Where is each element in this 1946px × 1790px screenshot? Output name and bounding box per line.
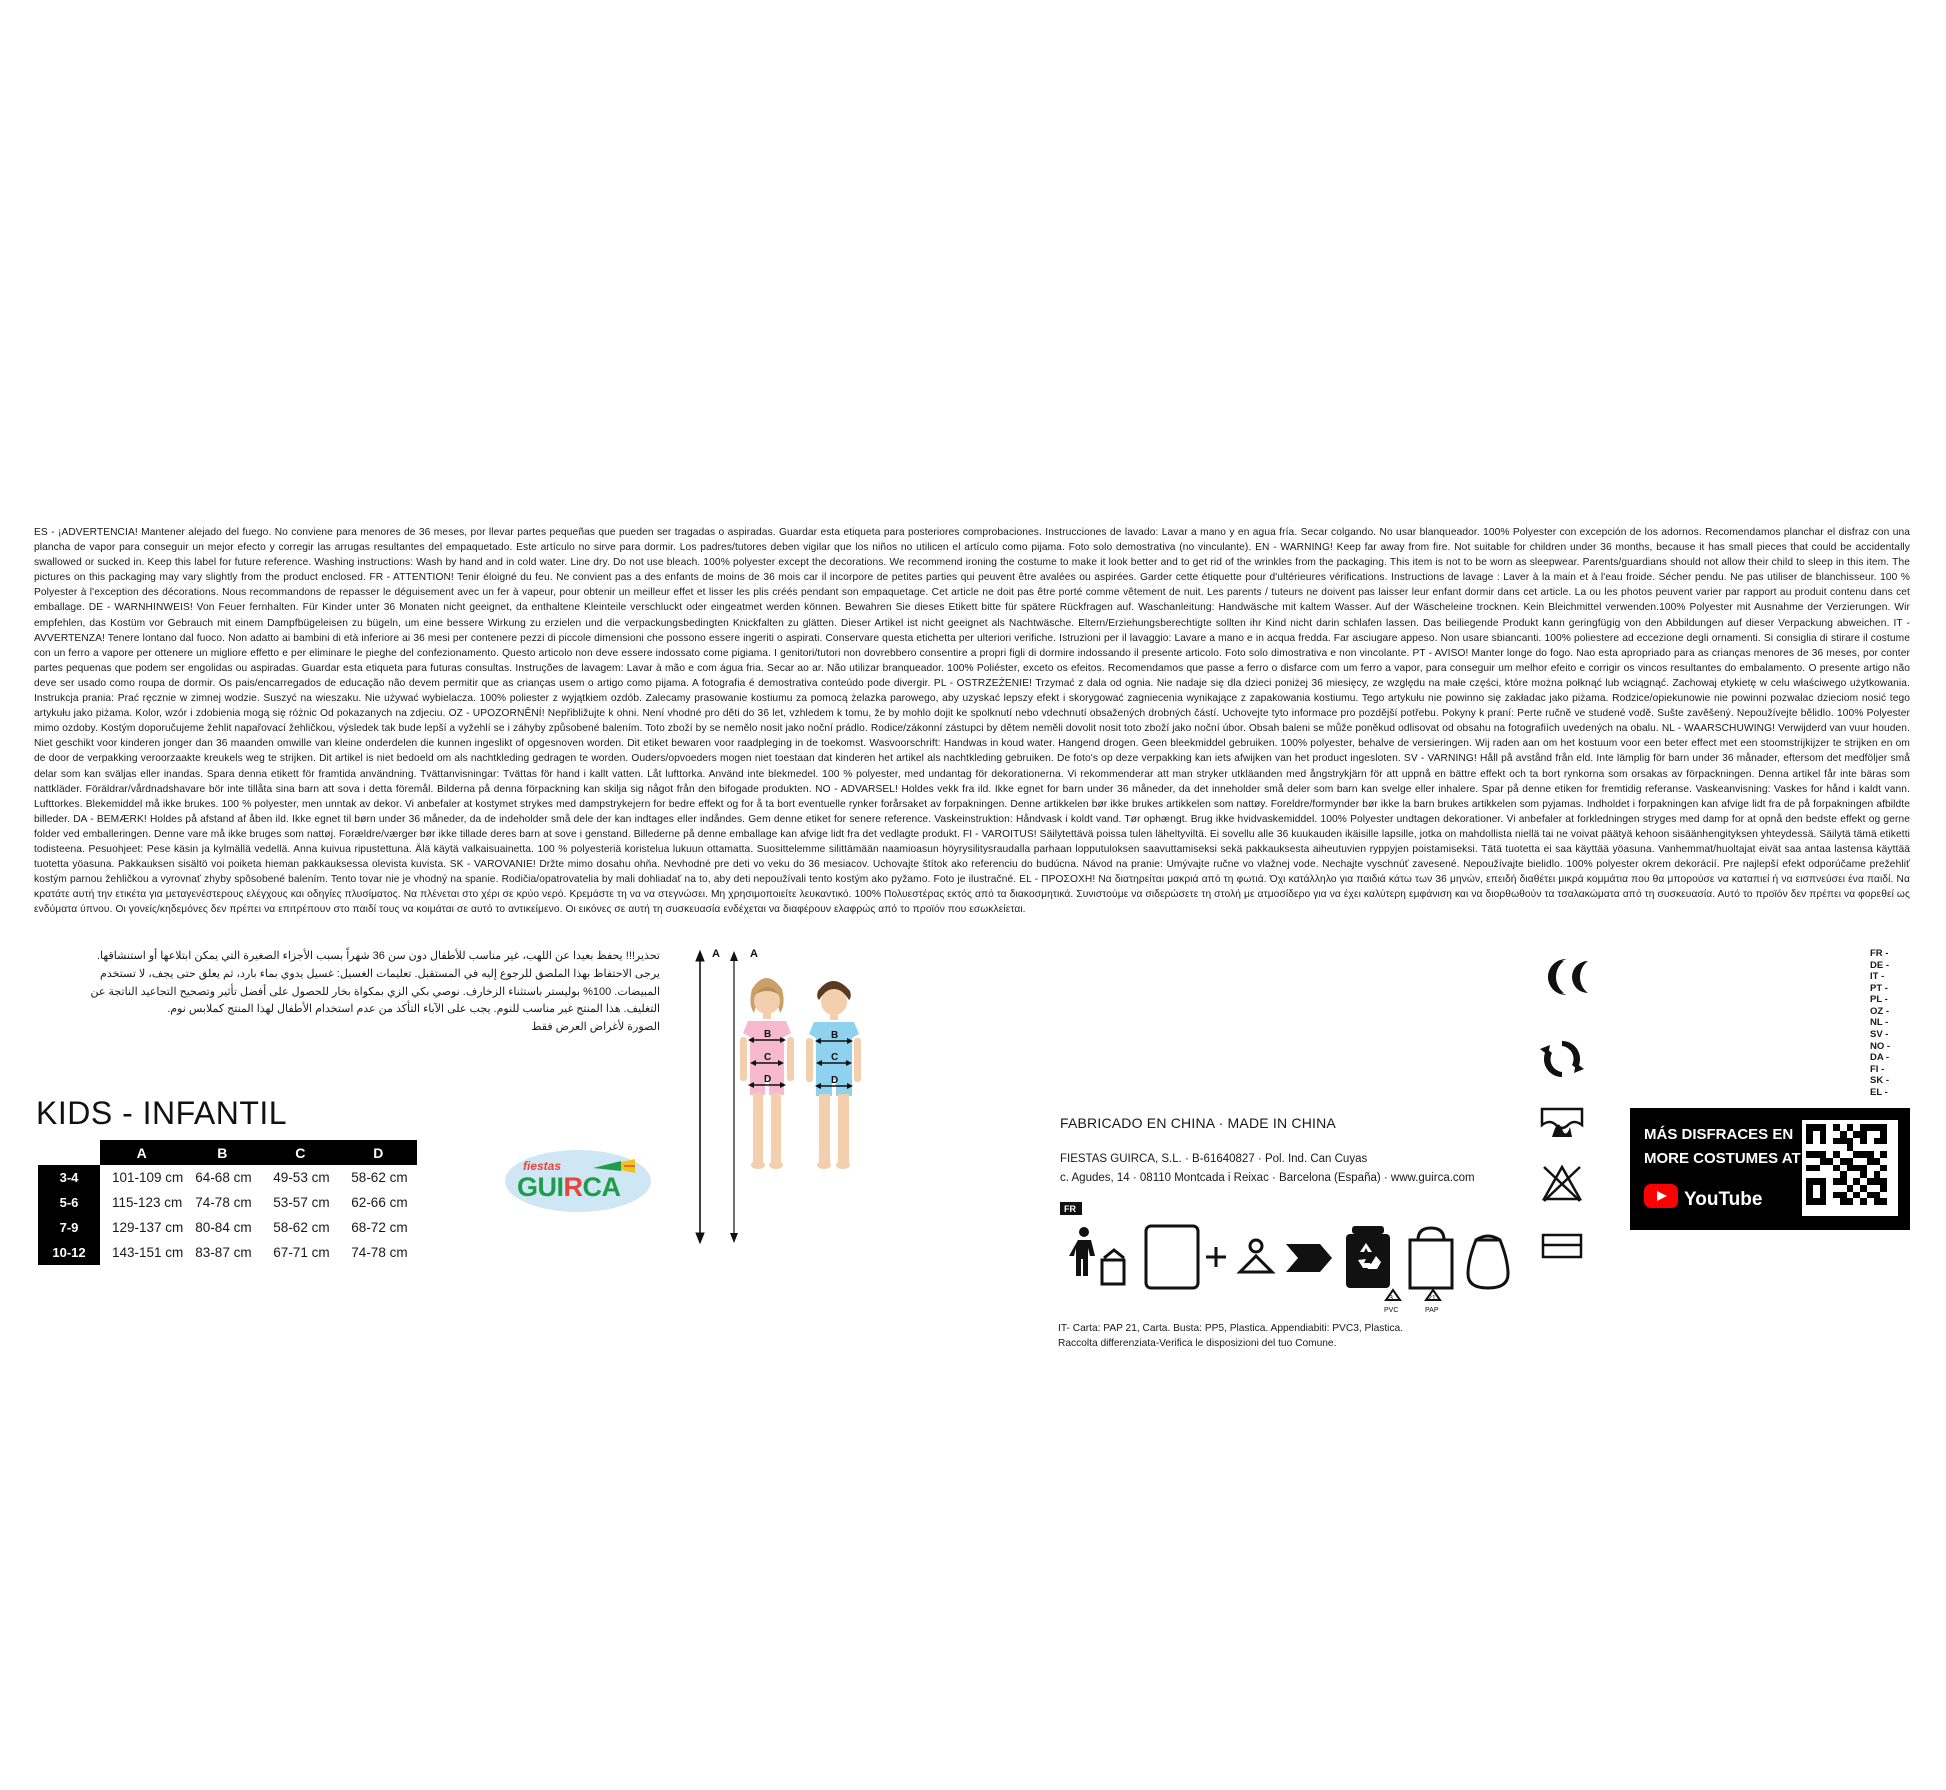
- ce-mark: [1540, 955, 1604, 999]
- table-row: [38, 1190, 417, 1215]
- size-value-c: 67-71 cm: [273, 1245, 330, 1260]
- size-chart-title: KIDS - INFANTIL: [36, 1095, 288, 1131]
- size-value-d: 58-62 cm: [351, 1170, 408, 1185]
- hand-wash-icon: [1538, 1097, 1586, 1145]
- language-code: PT -: [1870, 982, 1888, 994]
- warning-paragraph: ES - ¡ADVERTENCIA! Mantener alejado del fuego. No conviene para menores de 36 meses, por llevar partes pequeñas que pueden ser tragadas o aspiradas. Guardar esta etiqueta para posteriores comprobaciones. Instrucciones de lavado: Lavar a mano y en agua fría. Secar colgando. No usar blanqueador. 100% Polyester con excepción de los adornos. Recomendamos planchar el disfraz con una plancha de vapor para conseguir un mejor efecto y corregir las arrugas resultantes del empaquetado. Este artículo no sirve para dormir. Los padres/tutores deben vigilar que los niños no utilicen el artículo como pijama. Foto solo demostrativa (no vinculante). EN - WARNING! Keep far away from fire. Not suitable for children under 36 months, because it has small pieces that could be accidentally swallowed or sucked in. Keep this label for future reference. Washing instructions: Wash by hand and in cold water. Line dry. Do not use bleach. 100% polyester except the decorations. We recommend ironing the costume to make it look better and to get rid of the wrinkles from the packaging. This item is not to be worn as sleepwear. Parents/guardians should not allow their child to sleep in this item. The pictures on this packaging may vary slightly from the product enclosed. FR - ATTENTION! Tenir éloigné du feu. Ne convient pas a des enfants de moins de 36 mois car il incorpore de petites parties qui peuvent être avalées ou aspirées. Garder cette étiquette pour d'ultérieures vérifications. Instructions de lavage : Laver à la main et à l'eau froide. Sécher pendu. Ne pas utiliser de blanchisseur. 100 % Polyester à l'exception des décorations. Nous recommandons de repasser le déguisement avec un fer à vapeur, pour obtenir un meilleur effet et lisser les plis créés pendant son empaquetage. Cet article ne doit pas être porté comme vêtement de nuit. Les parents / tuteurs ne doivent pas laisser leur enfant dormir dans cet article. La ou les photos peuvent varier par rapport au produit contenu dans cet emballage. DE - WARNHINWEIS! Von Feuer fernhalten. Für Kinder unter 36 Monaten nicht geeignet, da enthaltene Kleinteile verschluckt oder eingeatmet werden können. Bewahren Sie dieses Etikett bitte für spätere Rückfragen auf. Waschanleitung: Handwäsche mit kaltem Wasser. Auf der Wäscheleine trocknen. Kein Bleichmittel verwenden.100% Polyester mit Ausnahme der Verzierungen. Wir empfehlen, das Kostüm vor Gebrauch mit einem Dampfbügeleisen zu bügeln, um eine bessere Wirkung zu erzielen und die verpackungsbedingten Knickfalten zu glätten. Dieser Artikel ist nicht geeignet als Nachtwäsche. Eltern/Erziehungsberechtigte sollten ihr Kind nicht darin schlafen lassen. Das beiliegende Produkt kann geringfügig von den Abbildungen auf dieser Verpackung abweichen. IT - AVVERTENZA! Tenere lontano dal fuoco. Non adatto ai bambini di età inferiore ai 36 mesi per contenere pezzi di piccole dimensioni che possono essere ingeriti o aspirati. Conservare questa etichetta per ulteriori verifiche. Istruzioni per il lavaggio: Lavare a mano e in acqua fredda. Far asciugare appeso. Non usare sbiancanti. 100% poliestere ad eccezione degli ornamenti. Si consiglia di stirare il costume con un ferro a vapore per ottenere un migliore effetto e per eliminare le pieghe del confezionamento. Questo articolo non deve essere indossato come pigiama. I genitori/tutori non dovrebbero consentire a propri figli di dormire indossando il presente articolo. Foto solo dimostrativa e non vincolante. PT - AVISO! Manter longe do fogo. Nao esta apropriado para as crianças menores de 36 meses, por conter partes pequenas que podem ser engolidas ou aspiradas. Guardar esta etiqueta para futuras consultas. Instruções de lavagem: Lavar à mão e com água fria. Secar ao ar. Não utilizar branqueador. 100% Poliéster, exceto os efeitos. Recomendamos que passe a ferro o disfarce com um ferro a vapor, para conseguir um melhor efeito e corrigir os vincos resultantes do embalamento. O presente artigo não deve ser usado como roupa de dormir. Os pais/encarregados de educação não devem permitir que as crianças usem o artigo como pijama. A fotografia é demostrativa conteúdo pode divergir. PL - OSTRZEŻENIE! Trzymać z dala od ognia. Nie nadaje się dla dzieci poniżej 36 miesięcy, ze względu na małe części, które można połknąć lub wciągnąć. Zachowaj etykietę w celu właściwego użytkowania. Instrukcja prania: Prać ręcznie w zimnej wodzie. Suszyć na wieszaku. Nie używać wybielacza. 100% poliester z wyjątkiem ozdób. Zalecamy prasowanie kostiumu za pomocą żelazka parowego, aby uzyskać lepszy efekt i skorygować zagniecenia wynikające z zapakowania kostiumu. Tego artykułu nie powinno się zakładac jako piżama. Rodzice/opiekunowie nie powinni pozwalac dzieciom nosić tego artykułu jako piżama. Kolor, wzór i zdobienia mogą się różnic Od pokazanych na zdjeciu. OZ - UPOZORNĚNÍ! Nepřibližujte k ohni. Není vhodné pro děti do 36 let, vzhledem k tomu, že by mohlo dojit ke spolknutí nebo vdechnutí obsažených drobných částí. Uchovejte tyto informace pro pozdější potřebu. Pokyny k praní: Perte ručně ve studené vodě. Sušte zavěšený. Nepoužívejte bělidlo. 100% Polyester mimo ozdoby. Kostým doporučujeme žehlit napařovací žehličkou, výsledek tak bude lepší a vyžehlí se i záhyby způsobené balením. Toto zboží by se nemělo nosit jako noční prádlo. Rodice/zákonní zástupci by dětem neměli dovolit nosit toto zboží jako noční úbor. Obsah baleni se může poněkud odlisovat od obsahu na fotografiích uvedených na obalu. NL - WAARSCHUWING! Verwijderd van vuur houden. Niet geschikt voor kinderen jonger dan 36 maanden omwille van kleine onderdelen die kunnen ingeslikt of opgesnoven worden. Dit etiket bewaren voor raadpleging in de toekomst. Wasvoorschrift: Handwas in koud water. Hangend drogen. Geen bleekmiddel gebruiken. 100% polyester, behalve de versieringen. Wij raden aan om het kostuum voor een beter effect met een stoomstrijkijzer te strijken en om de door de verpakking veroorzaakte kreukels weg te strijken. Dit artikel is niet bedoeld om als nachtkleding gedragen te worden. Ouders/opvoeders mogen niet toestaan dat kinderen het artikel als nachtkleding gebruiken. De foto's op deze verpakking kan iets afwijken van het product ingesloten. SV - VARNING! Håll på avstånd från eld. Inte lämplig för barn under 36 månader, eftersom det medföljer små delar som kan sväljas eller inandas. Spara denna etikett för framtida användning. Tvättanvisningar: Tvättas för hand i kallt vatten. Låt lufttorka. Använd inte blekmedel. 100 % polyester, med undantag för dekorationerna. Vi rekommenderar att man stryker utkläanden med ångstrykjärn för att uppnå en bättre effekt och ta bort rynkorna som orsakas av förpackningen. Denna artikel får inte bäras som nattkläder. Föräldrar/vårdnadshavare bör inte tillåta sina barn att sova i detta föremål. Bilderna på denna förpackning kan skilja sig något från den bifogade produkten. NO - ADVARSEL! Holdes vekk fra ild. Ikke egnet for barn under 36 måneder, da det inneholder små deler som barn kan svelge eller inhalere. Spar på denne etiken for fremtidig referanse. Vaskeanvisning: Vaskes for hånd i kaldt vann. Lufttorkes. Blekemiddel må ikke brukes. 100 % polyester, men unntak av dekor. Vi anbefaler at kostymet strykes med dampstrykejern for bedre effekt og for å ta bort eventuelle rynker forårsaket av forpakningen. Denne artikkelen bør ikke brukes artikkelen som nattøy. Foreldre/formynder bør ikke la barn brukes artikkelen som pyjamas. Indholdet i forpakningen kan afvige lidt fra de på forpakningen afbildte billeder. DA - BEMÆRK! Holdes på afstand af åben ild. Ikke egnet til børn under 36 måneder, da de indeholder små dele der kan indtages eller indåndes. Gem denne etiket for senere reference. Vaskeinstruktion: Håndvask i koldt vand. Tør ophængt. Brug ikke hvidvaskemiddel. 100% Polyester undtagen dekorationer. Vi anbefaler at forkledningen stryges med damp for at opnå den bedste effekt og gerne folder ved emballeringen. Denne vare må ikke bruges som nattøj. Forældre/værger bør ikke tillade deres barn at sove i genstand. Billederne på denne emballage kan afvige lidt fra det vedlagte produkt. FI - VAROITUS! Säilytettävä poissa tulen läheltyviltä. Ei sovellu alle 36 kuukauden ikäisille lapsille, jotka on mahdollista niellä tai ne voivat päätyä kehoon sisäänhengityksen yhteydessä. Säilytä tämä etiketti todisteena. Pesuohjeet: Pese käsin ja kylmällä vedellä. Anna kuivua ripustettuna. Älä käytä valkaisuainetta. 100 % polyesteriä koristelua lukuun ottamatta. Suosittelemme silittämään naamioasun höyrysilitysraudalla parhaan lopputuloksen saavuttamiseksi sekä pakkauksesta aiheutuvien ryppyjen poistamiseksi. Tätä tuotetta ei saa käyttää yöasuna. Vanhemmat/huoltajat eivät saa antaa lastensa käyttää tuotetta yöasuna. Pakkauksen sisältö voi poiketa hieman pakkauksessa olevista kuvista. SK - VAROVANIE! Držte mimo dosahu ohňa. Nevhodné pre deti vo veku do 36 mesiacov. Uchovajte štítok ako referenciu do budúcna. Návod na pranie: Umývajte ručne vo vlažnej vode. Nechajte vyschnúť zavesené. Nepoužívajte bielidlo. 100% polyester okrem dekorácií. Pre najlepší efekt odporúčame prežehliť kostým parnou žehličkou a vyrovnať zhyby spôsobené balením. Tento tovar nie je vhodný na spanie. Rodičia/opatrovatelia by mali dohliadať na to, aby deti nepoužívali tento kostým ako pyžamo. Foto je ilustračné. EL - ΠΡΟΣΟΧΗ! Να διατηρείται μακριά από τη φωτιά. Όχι κατάλληλο για παιδιά κάτω των 36 μηνών, επειδή διαθέτει μικρά κομμάτια που θα μπορούσε να καταπιεί ή να εισπνεύσει ένα παιδί. Να κρατάτε αυτή την ετικέτα για μεταγενέστερους ελέγχους και οδηγίες πλυσίματος. Να πλένεται στο χέρι σε κρύο νερό. Κρεμάστε τη να να στεγνώσει. Μη χρησιμοποιείτε λευκαντικό. 100% Πολυεστέρας εκτός από τα διακοσμητικά. Συνιστούμε να σιδερώσετε τη στολή με ατμοσίδερο για να έχει καλύτερη εμφάνιση και να διορθωθούν τα τσαλακώματα από τη συσκευασία. Αυτό το προϊόν δεν πρέπει να φορεθεί ως ενδύματα ύπνου. Οι γονείς/κηδεμόνες δεν πρέπει να επιτρέπουν στο παιδί τους να κοιμάται σε αυτό το αντικείμενο. Οι εικόνες σε αυτή τη συσκευασία ενδέχεται να διαφέρουν ελαφρώς από το προϊόν που εσωκλείεται.: [34, 527, 1910, 916]
- language-code: FR -: [1870, 948, 1889, 959]
- svg-text:A: A: [750, 948, 758, 960]
- logo-guirca-text: GUIRCA: [517, 1172, 621, 1202]
- size-range: 7-9: [38, 1215, 100, 1240]
- table-header-b: B: [183, 1140, 261, 1165]
- svg-text:PVC: PVC: [1384, 1307, 1399, 1314]
- size-value-b: 83-87 cm: [195, 1245, 252, 1260]
- language-code: FI -: [1870, 1063, 1885, 1075]
- svg-text:FR: FR: [1064, 1204, 1076, 1214]
- language-code: IT -: [1870, 971, 1885, 983]
- arabic-line: الصورة لأغراض العرض فقط: [531, 1021, 660, 1034]
- svg-text:YouTube: YouTube: [1684, 1189, 1763, 1210]
- table-row: [38, 1240, 417, 1265]
- language-code: DA -: [1870, 1052, 1890, 1064]
- recycling-note-line-1: IT- Carta: PAP 21, Carta. Busta: PP5, Plastica. Appendiabiti: PVC3, Plastica.: [1058, 1323, 1404, 1334]
- svg-text:D: D: [764, 1074, 772, 1085]
- size-value-c: 58-62 cm: [273, 1220, 330, 1235]
- arabic-line: يرجى الاحتفاظ بهذا الملصق للرجوع إليه في المستقبل. تعليمات الغسيل: غسيل يدوي بماء بارد، ثم يعلق حتى يجف، لا تستخدم: [100, 967, 660, 980]
- arabic-line: تحذير!!! يحفظ بعيدا عن اللهب، غير مناسب للأطفال دون سن 36 شهراً بسبب الأجزاء الصغيرة التي يمكن ابتلاعها أو استنشاقها.: [96, 950, 660, 962]
- svg-text:D: D: [831, 1075, 839, 1086]
- size-value-a: 129-137 cm: [112, 1220, 184, 1235]
- do-not-bleach-icon: [1538, 1159, 1586, 1207]
- svg-text:PAP: PAP: [1425, 1307, 1439, 1314]
- multilingual-warning-block: [34, 525, 1910, 917]
- svg-text:21: 21: [1428, 1295, 1436, 1302]
- table-header-a: A: [100, 1140, 183, 1165]
- recycling-note: [1058, 1322, 1528, 1352]
- size-value-a: 115-123 cm: [112, 1195, 183, 1210]
- party-horn-icon: [591, 1158, 637, 1174]
- made-in-china-text: FABRICADO EN CHINA · MADE IN CHINA: [1060, 1115, 1336, 1131]
- table-header-c: C: [261, 1140, 339, 1165]
- size-range: 10-12: [38, 1240, 100, 1265]
- size-value-b: 74-78 cm: [195, 1195, 252, 1210]
- size-range: 5-6: [38, 1190, 100, 1215]
- guirca-logo: [505, 1150, 651, 1212]
- svg-text:A: A: [712, 948, 720, 960]
- size-value-b: 64-68 cm: [195, 1170, 252, 1185]
- language-code: NL -: [1870, 1017, 1889, 1029]
- ce-mark-icon: [1540, 955, 1604, 999]
- language-code: SK -: [1870, 1075, 1889, 1087]
- language-code: DE -: [1870, 959, 1889, 971]
- svg-text:B: B: [764, 1029, 772, 1040]
- recycling-note-line-2: Raccolta differenziata-Verifica le disposizioni del tuo Comune.: [1058, 1337, 1337, 1349]
- size-value-d: 74-78 cm: [351, 1245, 408, 1260]
- qr-code[interactable]: [1802, 1120, 1898, 1216]
- language-code: EL -: [1870, 1086, 1888, 1098]
- promo-line-1: MÁS DISFRACES EN: [1644, 1126, 1794, 1143]
- manufacturer-address: [1060, 1150, 1475, 1188]
- svg-text:B: B: [831, 1030, 839, 1041]
- size-value-a: 101-109 cm: [112, 1170, 184, 1185]
- size-range: 3-4: [38, 1165, 100, 1190]
- company-line-1: FIESTAS GUIRCA, S.L. · B-61640827 · Pol. Ind. Can Cuyas: [1060, 1153, 1368, 1165]
- size-table: [38, 1140, 417, 1265]
- care-instruction-icons: [1538, 1035, 1592, 1283]
- body-measurement-diagram: [690, 945, 930, 1245]
- promo-line-2: MORE COSTUMES AT: [1644, 1150, 1801, 1167]
- recycling-pictogram-group: [1058, 1200, 1538, 1330]
- size-value-a: 143-151 cm: [112, 1245, 184, 1260]
- svg-text:C: C: [764, 1052, 772, 1063]
- arabic-warning-block: [40, 948, 660, 1037]
- size-value-c: 49-53 cm: [273, 1170, 330, 1185]
- table-header-row: [38, 1140, 417, 1165]
- size-value-b: 80-84 cm: [195, 1220, 252, 1235]
- svg-text:3: 3: [1389, 1295, 1393, 1302]
- size-value-c: 53-57 cm: [273, 1195, 330, 1210]
- table-corner-cell: [38, 1140, 100, 1165]
- youtube-promo-box[interactable]: [1630, 1108, 1910, 1230]
- size-value-d: 68-72 cm: [351, 1220, 408, 1235]
- measurement-figures: [690, 945, 930, 1245]
- language-code: OZ -: [1870, 1005, 1889, 1017]
- language-code-list: [1870, 948, 1890, 1099]
- company-line-2: c. Agudes, 14 · 08110 Montcada i Reixac · Barcelona (España) · www.guirca.com: [1060, 1171, 1475, 1184]
- recycle-arrows-icon: [1538, 1035, 1586, 1083]
- language-code: PL -: [1870, 994, 1888, 1006]
- line-dry-icon: [1538, 1221, 1586, 1269]
- arabic-line: التغليف. هذا المنتج غير مناسب للنوم. يجب على الآباء التأكد من عدم استخدام الأطفال لهذا المنتج كملابس نوم.: [167, 1003, 660, 1016]
- arabic-line: المبيضات. 100% بوليستر باستثناء الزخارف. نوصي بكي الزي بمكواة بخار للحصول على أفضل تأثير وتصحيح التجاعيد الناتجة عن: [90, 985, 660, 998]
- qr-code-pattern: [1806, 1124, 1894, 1212]
- table-row: [38, 1165, 417, 1190]
- language-code: NO -: [1870, 1040, 1891, 1052]
- language-code: SV -: [1870, 1029, 1889, 1041]
- size-value-d: 62-66 cm: [351, 1195, 408, 1210]
- table-header-d: D: [339, 1140, 417, 1165]
- logo-fiestas-text: fiestas: [523, 1159, 562, 1173]
- youtube-logo[interactable]: [1644, 1180, 1770, 1212]
- svg-text:C: C: [831, 1052, 839, 1063]
- table-row: [38, 1215, 417, 1240]
